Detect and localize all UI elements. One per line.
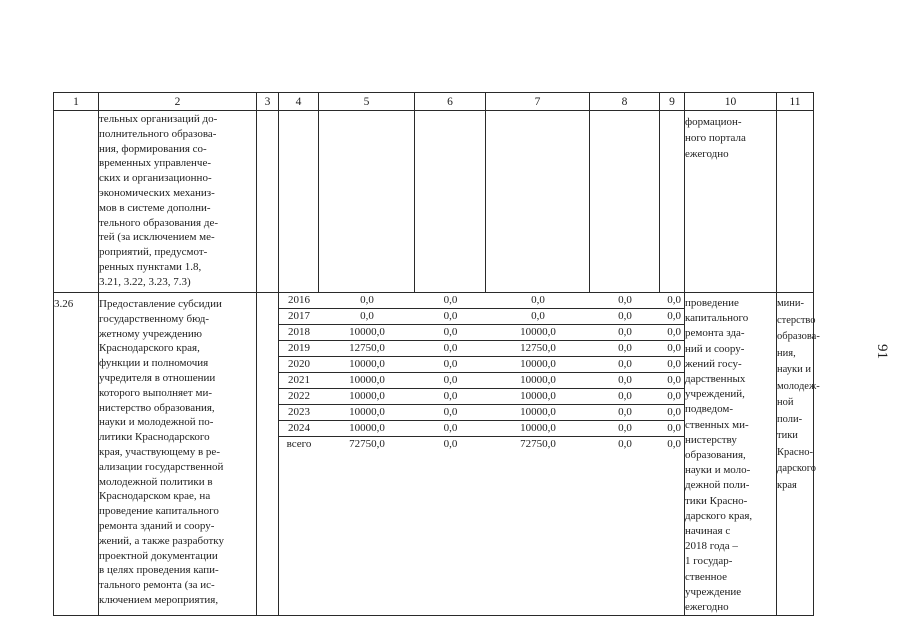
year-cell-c9: 0,0 [660,325,685,341]
year-row [279,437,685,453]
year-cell-year: 2018 [279,325,319,341]
year-cell-c5: 10000,0 [319,357,415,373]
year-cell-c8: 0,0 [590,357,660,373]
year-cell-c5: 10000,0 [319,421,415,437]
year-cell-c6: 0,0 [415,341,486,357]
year-cell-c7: 10000,0 [486,421,590,437]
col-header-2: 2 [99,93,257,111]
year-cell-c5: 0,0 [319,309,415,325]
year-cell-c9: 0,0 [660,293,685,309]
year-cell-year: 2024 [279,421,319,437]
continued-row [54,111,814,293]
year-cell-year: 2021 [279,373,319,389]
year-cell-c6: 0,0 [415,373,486,389]
year-cell-year: 2022 [279,389,319,405]
year-row [279,421,685,437]
year-cell-year: 2017 [279,309,319,325]
year-row [279,405,685,421]
financing-block [279,293,685,616]
year-cell-c8: 0,0 [590,325,660,341]
column-number-row [54,93,814,111]
year-cell-c7: 10000,0 [486,405,590,421]
row-number: 3.26 [54,293,99,616]
year-cell-c9: 0,0 [660,309,685,325]
col-header-11: 11 [777,93,814,111]
year-cell-c7: 10000,0 [486,389,590,405]
prev-cell-11 [777,111,814,293]
year-cell-c8: 0,0 [590,309,660,325]
year-cell-c6: 0,0 [415,389,486,405]
year-row [279,389,685,405]
financing-table [279,293,685,452]
year-cell-c6: 0,0 [415,421,486,437]
prev-cell-8 [590,111,660,293]
year-cell-c9: 0,0 [660,341,685,357]
year-cell-c5: 10000,0 [319,325,415,341]
page-number: 91 [874,344,890,359]
prev-cell-7 [486,111,590,293]
year-row [279,309,685,325]
year-cell-c9: 0,0 [660,421,685,437]
year-cell-year: 2020 [279,357,319,373]
year-cell-c7: 10000,0 [486,373,590,389]
expected-result: проведение капитального ремонта зда- ний и соору- жений госу- дарственных учреждений, подведом- ственных ми- нистерству образования, науки и моло- дежной поли- тики Красно- дарского края, начиная с 2018 года – 1 государ- ственное учреждение ежегодно [685,293,777,616]
year-cell-c9: 0,0 [660,357,685,373]
prev-num-cell [54,111,99,293]
year-cell-c8: 0,0 [590,405,660,421]
row-3-26 [54,293,814,616]
year-cell-c9: 0,0 [660,405,685,421]
year-cell-c6: 0,0 [443,438,458,450]
year-cell-c8: 0,0 [590,341,660,357]
year-cell-c6: 0,0 [415,325,486,341]
col-header-10: 10 [685,93,777,111]
year-cell-c6: 0,0 [415,293,486,309]
year-cell-year: 2023 [279,405,319,421]
year-cell-c8: 0,0 [590,373,660,389]
year-cell-c7: 10000,0 [486,357,590,373]
year-cell-c5: 72750,0 [349,438,385,450]
year-cell-c5: 12750,0 [319,341,415,357]
responsible-executor: мини- стерство образова- ния, науки и молодеж- ной поли- тики Красно- дарского края [777,293,814,616]
col-header-7: 7 [486,93,590,111]
prev-cell-4 [279,111,319,293]
program-table [53,92,820,616]
year-cell-c9: 0,0 [660,373,685,389]
year-cell-c8: 0,0 [590,389,660,405]
prev-cell-3 [257,111,279,293]
col-header-4: 4 [279,93,319,111]
year-cell-c9: 0,0 [660,389,685,405]
year-cell-year: 2016 [279,293,319,309]
year-cell-c7: 12750,0 [486,341,590,357]
year-row [279,341,685,357]
year-cell-c8: 0,0 [590,293,660,309]
col-header-5: 5 [319,93,415,111]
measure-description: Предоставление субсидии государственному бюд- жетному учреждению Краснодарского края, функции и полномочия учредителя в отношении которого выполняет ми- нистерство образования, науки и молодежной по- литики Краснодарского края, участвующему в ре- ализации государственной молодежной политики в Краснодарском крае, на проведение капитального ремонта зданий и соору- жений, а также разработку проектной документации в целях проведения капи- тального ремонта (за ис- ключением мероприятия, [99,293,257,616]
prev-cell-9 [660,111,685,293]
year-cell-c5: 10000,0 [319,373,415,389]
cell-col3 [257,293,279,616]
year-cell-c8: 0,0 [618,438,632,450]
year-cell-c6: 0,0 [415,309,486,325]
year-cell-c9: 0,0 [667,438,681,450]
prev-cell-5 [319,111,415,293]
col-header-6: 6 [415,93,486,111]
col-header-1: 1 [54,93,99,111]
year-cell-c7: 0,0 [486,293,590,309]
col-header-9: 9 [660,93,685,111]
year-cell-c8: 0,0 [590,421,660,437]
year-cell-year: 2019 [279,341,319,357]
year-cell-c7: 72750,0 [520,438,556,450]
year-cell-c5: 10000,0 [319,389,415,405]
year-row [279,293,685,309]
year-row [279,373,685,389]
year-cell-c7: 0,0 [486,309,590,325]
year-cell-c5: 10000,0 [319,405,415,421]
col-header-8: 8 [590,93,660,111]
col-header-3: 3 [257,93,279,111]
year-cell-year: всего [286,438,312,450]
year-cell-c5: 0,0 [319,293,415,309]
year-row [279,357,685,373]
prev-cell-6 [415,111,486,293]
prev-description: тельных организаций до- полнительного образова- ния, формирования со- временных управленче- ских и организационно- экономических механиз- мов в системе дополни- тельного образования де- тей (за исключением ме- роприятий, предусмот- ренных пунктами 1.8, 3.21, 3.22, 3.23, 7.3) [99,111,257,293]
prev-result: формацион- ного портала ежегодно [685,111,777,293]
year-cell-c7: 10000,0 [486,325,590,341]
year-cell-c6: 0,0 [415,357,486,373]
year-cell-c6: 0,0 [415,405,486,421]
year-row [279,325,685,341]
